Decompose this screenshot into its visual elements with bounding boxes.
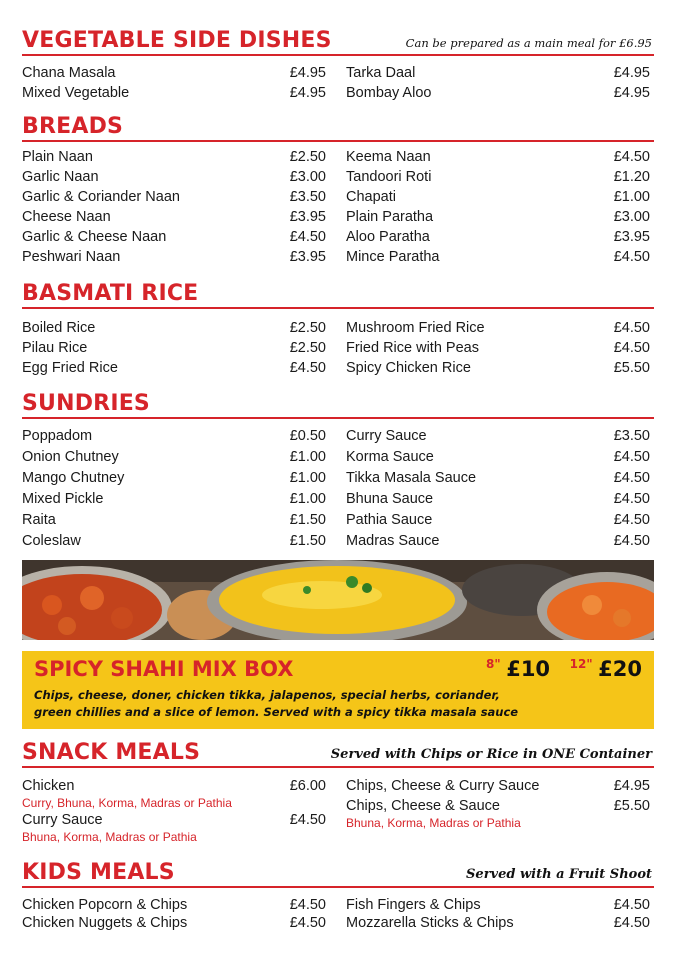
item-name: Fish Fingers & Chips xyxy=(346,897,481,913)
item-price: £2.50 xyxy=(289,320,326,336)
item-name: Garlic & Cheese Naan xyxy=(22,229,167,245)
section-basmati-rice xyxy=(22,277,654,376)
size-large: 12" xyxy=(569,657,593,671)
item-price: £3.50 xyxy=(613,428,650,444)
item-price: £4.50 xyxy=(613,249,650,265)
item-price: £4.50 xyxy=(613,149,650,165)
menu-item xyxy=(22,531,326,552)
item-name: Bombay Aloo xyxy=(346,85,432,101)
section-vegetable-side-dishes xyxy=(22,24,654,101)
item-price: £3.95 xyxy=(289,209,326,225)
item-name: Keema Naan xyxy=(346,149,431,165)
menu-item xyxy=(346,207,650,227)
mix-box-banner xyxy=(22,651,654,729)
item-price: £4.50 xyxy=(613,512,650,528)
item-name: Curry Sauce xyxy=(22,812,103,828)
right-column xyxy=(346,776,650,830)
section-note: Can be prepared as a main meal for £6.95 xyxy=(405,36,652,50)
item-name: Pilau Rice xyxy=(22,340,88,356)
menu-item xyxy=(346,318,650,338)
menu-item xyxy=(22,83,326,103)
food-illustration xyxy=(22,560,654,640)
item-price: £4.50 xyxy=(613,449,650,465)
menu-item xyxy=(22,187,326,207)
item-name: Pathia Sauce xyxy=(346,512,433,528)
item-price: £3.00 xyxy=(613,209,650,225)
left-column xyxy=(22,776,326,844)
menu-item xyxy=(22,510,326,531)
menu-item xyxy=(346,147,650,167)
section-title: VEGETABLE SIDE DISHES xyxy=(22,28,332,53)
item-price: £4.95 xyxy=(289,85,326,101)
item-price: £5.50 xyxy=(613,360,650,376)
section-kids-meals xyxy=(22,856,654,931)
mix-box-description xyxy=(34,687,634,721)
menu-item xyxy=(346,227,650,247)
item-price: £3.95 xyxy=(289,249,326,265)
item-price: £4.95 xyxy=(613,778,650,794)
item-price: £4.50 xyxy=(289,360,326,376)
section-note: Served with Chips or Rice in ONE Container xyxy=(330,747,652,762)
item-price: £1.20 xyxy=(613,169,650,185)
item-price: £5.50 xyxy=(613,798,650,814)
menu-item xyxy=(22,776,326,796)
item-name: Plain Naan xyxy=(22,149,93,165)
section-title: BREADS xyxy=(22,114,124,139)
item-price: £1.00 xyxy=(289,470,326,486)
item-price: £4.95 xyxy=(289,65,326,81)
item-price: £6.00 xyxy=(289,778,326,794)
menu-item xyxy=(346,796,650,816)
food-photo xyxy=(22,560,654,640)
size-small: 8" xyxy=(486,657,501,671)
item-price: £4.95 xyxy=(613,65,650,81)
section-header xyxy=(22,387,654,419)
menu-item xyxy=(22,63,326,83)
menu-item xyxy=(346,896,650,914)
item-name: Garlic & Coriander Naan xyxy=(22,189,180,205)
menu-item xyxy=(22,207,326,227)
section-header xyxy=(22,110,654,142)
section-sundries xyxy=(22,387,654,549)
item-price: £2.50 xyxy=(289,340,326,356)
left-column xyxy=(22,147,326,267)
price-large: £20 xyxy=(598,657,642,681)
item-price: £4.50 xyxy=(289,897,326,913)
item-name: Korma Sauce xyxy=(346,449,434,465)
section-title: SUNDRIES xyxy=(22,391,150,416)
item-name: Madras Sauce xyxy=(346,533,440,549)
mix-box-title: SPICY SHAHI MIX BOX xyxy=(34,657,294,681)
menu-item xyxy=(346,531,650,552)
menu-item xyxy=(346,447,650,468)
item-name: Onion Chutney xyxy=(22,449,119,465)
menu-item xyxy=(22,468,326,489)
menu-item xyxy=(346,338,650,358)
item-price: £4.50 xyxy=(613,470,650,486)
menu-item xyxy=(22,447,326,468)
item-price: £4.50 xyxy=(289,915,326,931)
right-column xyxy=(346,896,650,932)
item-price: £1.00 xyxy=(613,189,650,205)
item-name: Mango Chutney xyxy=(22,470,125,486)
item-price: £4.50 xyxy=(289,229,326,245)
item-price: £3.50 xyxy=(289,189,326,205)
item-name: Raita xyxy=(22,512,56,528)
section-header xyxy=(22,24,654,56)
section-title: SNACK MEALS xyxy=(22,740,201,765)
menu-item xyxy=(346,914,650,932)
item-name: Bhuna Sauce xyxy=(346,491,434,507)
section-header xyxy=(22,856,654,888)
section-breads xyxy=(22,110,654,265)
item-name: Mince Paratha xyxy=(346,249,440,265)
right-column xyxy=(346,426,650,552)
section-title: KIDS MEALS xyxy=(22,860,175,885)
item-name: Mushroom Fried Rice xyxy=(346,320,485,336)
price-small: £10 xyxy=(506,657,551,681)
item-name: Fried Rice with Peas xyxy=(346,340,479,356)
item-name: Tikka Masala Sauce xyxy=(346,470,477,486)
item-name: Aloo Paratha xyxy=(346,229,430,245)
item-name: Curry Sauce xyxy=(346,428,427,444)
item-name: Chips, Cheese & Curry Sauce xyxy=(346,778,540,794)
menu-item xyxy=(22,147,326,167)
item-price: £1.00 xyxy=(289,449,326,465)
item-price: £4.95 xyxy=(613,85,650,101)
item-price: £4.50 xyxy=(613,915,650,931)
item-options: Curry, Bhuna, Korma, Madras or Pathia xyxy=(22,796,232,810)
item-price: £3.00 xyxy=(289,169,326,185)
item-name: Mixed Pickle xyxy=(22,491,104,507)
item-name: Mixed Vegetable xyxy=(22,85,130,101)
description-line: Chips, cheese, doner, chicken tikka, jalapenos, special herbs, coriander, xyxy=(34,688,500,702)
item-name: Chicken xyxy=(22,778,75,794)
menu-item xyxy=(22,167,326,187)
left-column xyxy=(22,318,326,378)
item-price: £4.50 xyxy=(613,491,650,507)
item-price: £4.50 xyxy=(613,320,650,336)
item-price: £4.50 xyxy=(613,897,650,913)
item-name: Chana Masala xyxy=(22,65,116,81)
item-name: Poppadom xyxy=(22,428,93,444)
section-header xyxy=(22,277,654,309)
item-name: Boiled Rice xyxy=(22,320,96,336)
item-price: £4.50 xyxy=(613,340,650,356)
item-name: Plain Paratha xyxy=(346,209,434,225)
menu-item xyxy=(22,318,326,338)
menu-item xyxy=(346,489,650,510)
right-column xyxy=(346,318,650,378)
item-name: Peshwari Naan xyxy=(22,249,121,265)
menu-item xyxy=(346,187,650,207)
item-name: Cheese Naan xyxy=(22,209,111,225)
menu-item xyxy=(346,358,650,378)
item-price: £1.00 xyxy=(289,491,326,507)
item-name: Chicken Nuggets & Chips xyxy=(22,915,188,931)
menu-item xyxy=(346,510,650,531)
menu-item xyxy=(346,426,650,447)
menu-item xyxy=(346,247,650,267)
menu-item xyxy=(346,776,650,796)
item-name: Garlic Naan xyxy=(22,169,99,185)
menu-item xyxy=(346,83,650,103)
menu-item xyxy=(22,358,326,378)
item-name: Chapati xyxy=(346,189,396,205)
menu-item xyxy=(22,810,326,830)
menu-item xyxy=(346,468,650,489)
item-name: Chips, Cheese & Sauce xyxy=(346,798,500,814)
item-price: £4.50 xyxy=(613,533,650,549)
item-name: Tarka Daal xyxy=(346,65,416,81)
item-name: Spicy Chicken Rice xyxy=(346,360,471,376)
description-line: green chillies and a slice of lemon. Served with a spicy tikka masala sauce xyxy=(34,705,519,719)
menu-item xyxy=(22,247,326,267)
item-price: £4.50 xyxy=(289,812,326,828)
menu-item xyxy=(346,63,650,83)
section-note: Served with a Fruit Shoot xyxy=(466,867,652,882)
menu-item xyxy=(22,426,326,447)
menu-item xyxy=(22,489,326,510)
section-header xyxy=(22,736,654,768)
menu-item xyxy=(22,896,326,914)
item-name: Mozzarella Sticks & Chips xyxy=(346,915,514,931)
section-title: BASMATI RICE xyxy=(22,281,199,306)
left-column xyxy=(22,426,326,552)
item-price: £0.50 xyxy=(289,428,326,444)
item-name: Tandoori Roti xyxy=(346,169,432,185)
item-name: Chicken Popcorn & Chips xyxy=(22,897,188,913)
left-column xyxy=(22,896,326,932)
item-name: Coleslaw xyxy=(22,533,81,549)
mix-box-prices xyxy=(486,657,642,681)
item-price: £2.50 xyxy=(289,149,326,165)
right-column xyxy=(346,63,650,103)
item-options: Bhuna, Korma, Madras or Pathia xyxy=(22,830,197,844)
menu-item xyxy=(22,227,326,247)
left-column xyxy=(22,63,326,103)
item-name: Egg Fried Rice xyxy=(22,360,118,376)
menu-item xyxy=(22,914,326,932)
item-price: £3.95 xyxy=(613,229,650,245)
item-price: £1.50 xyxy=(289,533,326,549)
menu-item xyxy=(346,167,650,187)
item-price: £1.50 xyxy=(289,512,326,528)
menu-item xyxy=(22,338,326,358)
right-column xyxy=(346,147,650,267)
section-snack-meals xyxy=(22,736,654,844)
item-options: Bhuna, Korma, Madras or Pathia xyxy=(346,816,521,830)
